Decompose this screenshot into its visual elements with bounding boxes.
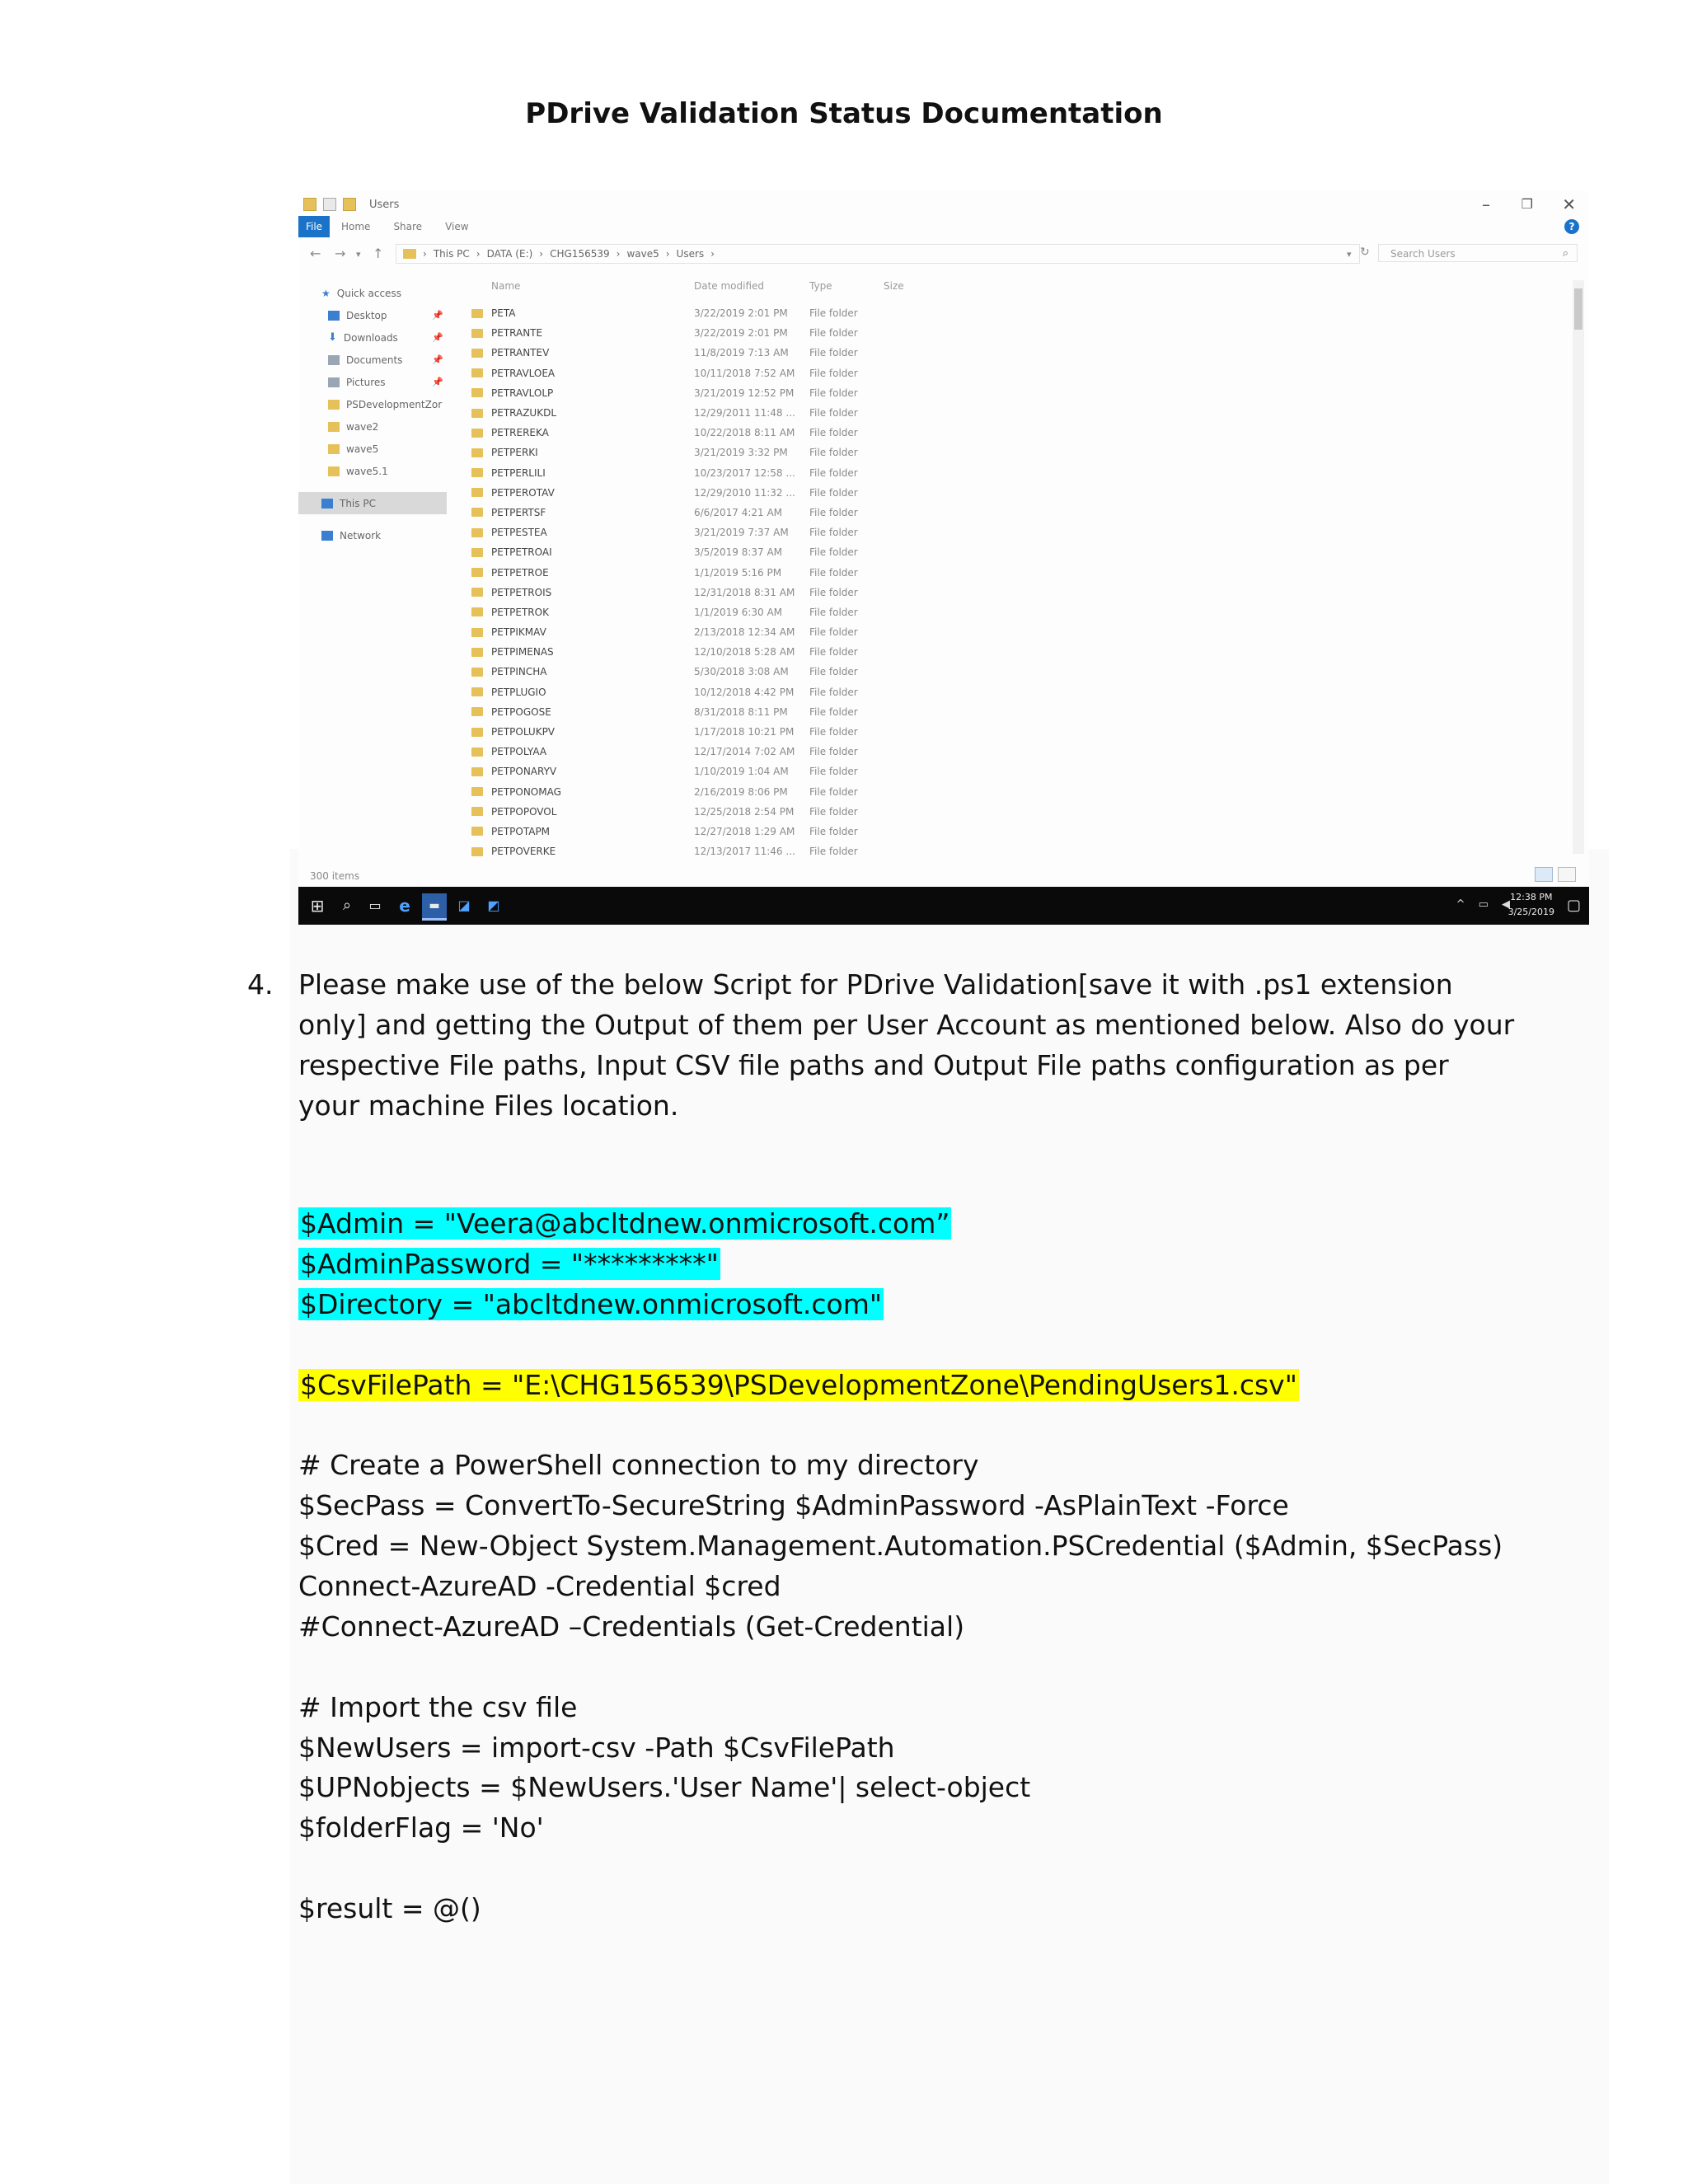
file-name: PETPERLILI <box>491 466 546 479</box>
folder-icon <box>471 349 483 358</box>
minimize-icon[interactable]: – <box>1482 194 1490 214</box>
file-date-modified: 10/23/2017 12:58 ... <box>694 466 795 479</box>
file-type: File folder <box>809 726 858 738</box>
folder-icon <box>471 707 483 716</box>
file-row[interactable] <box>463 463 1559 483</box>
task-view-icon[interactable]: ▭ <box>368 898 382 913</box>
file-row[interactable] <box>463 702 1559 722</box>
file-type: File folder <box>809 805 858 818</box>
script-line-connect: Connect-AzureAD -Credential $cred <box>298 1570 781 1602</box>
folder-icon <box>471 847 483 856</box>
star-icon: ★ <box>321 287 331 299</box>
file-date-modified: 12/17/2014 7:02 AM <box>694 746 795 758</box>
address-path[interactable] <box>396 244 1360 264</box>
file-row[interactable] <box>463 363 1559 383</box>
file-name: PETPIKMAV <box>491 626 546 639</box>
file-date-modified: 1/1/2019 6:30 AM <box>694 606 783 618</box>
folder-icon <box>471 468 483 477</box>
file-name: PETPEROTAV <box>491 486 555 499</box>
explorer-titlebar <box>298 191 1589 214</box>
file-row[interactable] <box>463 343 1559 363</box>
path-segment[interactable]: CHG156539 <box>550 248 610 260</box>
tab-file[interactable]: File <box>298 216 330 237</box>
folder-icon <box>471 607 483 616</box>
sidebar-item-desktop[interactable]: Desktop 📌 <box>298 304 447 326</box>
file-row[interactable] <box>463 762 1559 781</box>
file-type: File folder <box>809 666 858 678</box>
file-row[interactable] <box>463 722 1559 742</box>
search-icon: ⌕ <box>1562 247 1568 260</box>
pictures-icon <box>328 377 340 387</box>
up-arrow-icon[interactable]: ↑ <box>373 246 384 261</box>
file-date-modified: 3/5/2019 8:37 AM <box>694 546 783 559</box>
system-tray-icons[interactable]: ^ ▭ ◀ <box>1456 898 1515 911</box>
file-date-modified: 11/8/2019 7:13 AM <box>694 347 789 359</box>
column-headers <box>463 280 1559 297</box>
large-icons-view-icon[interactable] <box>1558 867 1576 882</box>
powershell-icon[interactable]: ◩ <box>487 898 500 913</box>
file-row[interactable] <box>463 562 1559 582</box>
chevron-right-icon: › <box>476 248 481 260</box>
file-date-modified: 1/17/2018 10:21 PM <box>694 726 795 738</box>
address-bar-row <box>298 242 1589 265</box>
desktop-icon <box>328 311 340 321</box>
file-name: PETPOGOSE <box>491 705 551 718</box>
file-row[interactable] <box>463 423 1559 443</box>
file-row[interactable] <box>463 802 1559 822</box>
tab-share[interactable]: Share <box>393 221 423 232</box>
file-row[interactable] <box>463 323 1559 343</box>
file-row[interactable] <box>463 542 1559 562</box>
folder-icon <box>471 329 483 338</box>
file-row[interactable] <box>463 662 1559 682</box>
file-type: File folder <box>809 766 858 778</box>
file-name: PETPONOMAG <box>491 785 561 798</box>
file-name: PETRAVLOLP <box>491 387 554 399</box>
file-row[interactable] <box>463 602 1559 622</box>
file-list <box>463 303 1559 861</box>
file-row[interactable] <box>463 782 1559 802</box>
file-date-modified: 1/10/2019 1:04 AM <box>694 766 789 778</box>
sidebar-item-this-pc[interactable]: This PC <box>298 492 447 514</box>
step-text: Please make use of the below Script for PDrive Validation[save it with .ps1 extension only] and getting the Output of them per User Account as mentioned below. Also do your respective File paths, Input CSV file paths and Output File paths configuration as per your machine Files location. <box>298 968 1515 1122</box>
file-row[interactable] <box>463 303 1559 323</box>
ribbon-tabs <box>298 216 1589 237</box>
file-row[interactable] <box>463 483 1559 503</box>
notification-icon[interactable]: ▢ <box>1566 897 1581 914</box>
folder-icon <box>471 309 483 318</box>
tab-home[interactable]: Home <box>341 221 371 232</box>
file-type: File folder <box>809 785 858 798</box>
taskbar <box>298 887 1589 925</box>
file-name: PETA <box>491 307 516 320</box>
folder-icon <box>471 668 483 677</box>
folder-icon <box>471 488 483 497</box>
script-line-cred: $Cred = New-Object System.Management.Automation.PSCredential ($Admin, $SecPass) <box>298 1530 1503 1562</box>
path-segment[interactable]: DATA (E:) <box>486 248 533 260</box>
file-type: File folder <box>809 387 858 399</box>
file-date-modified: 2/13/2018 12:34 AM <box>694 626 795 639</box>
sidebar-item-wave2[interactable]: wave2 <box>298 415 447 438</box>
tab-view[interactable]: View <box>445 221 469 232</box>
taskbar-clock[interactable]: 12:38 PM 3/25/2019 <box>1507 892 1554 917</box>
script-line-csv-path: $CsvFilePath = "E:\CHG156539\PSDevelopmentZone\PendingUsers1.csv" <box>300 1369 1297 1401</box>
file-type: File folder <box>809 506 858 518</box>
file-type: File folder <box>809 746 858 758</box>
column-header-size[interactable]: Size <box>884 280 904 292</box>
sidebar-item-network[interactable]: Network <box>298 524 447 546</box>
navigation-pane <box>298 282 447 546</box>
folder-icon <box>471 388 483 397</box>
path-segment[interactable]: This PC <box>433 248 470 260</box>
recent-locations-icon[interactable]: ▾ <box>356 249 361 260</box>
folder-icon <box>471 429 483 438</box>
refresh-icon[interactable]: ↻ <box>1360 246 1370 259</box>
folder-icon <box>328 400 340 410</box>
documents-icon <box>328 355 340 365</box>
file-date-modified: 10/11/2018 7:52 AM <box>694 367 795 379</box>
file-row[interactable] <box>463 523 1559 542</box>
file-explorer-icon[interactable]: ▬ <box>422 893 447 921</box>
file-name: PETPETROAI <box>491 546 552 559</box>
file-name: PETPINCHA <box>491 666 547 678</box>
file-row[interactable] <box>463 841 1559 861</box>
script-comment-connection: # Create a PowerShell connection to my directory <box>298 1449 979 1481</box>
folder-icon <box>471 787 483 796</box>
file-type: File folder <box>809 686 858 698</box>
file-date-modified: 8/31/2018 8:11 PM <box>694 705 788 718</box>
file-name: PETPESTEA <box>491 527 547 539</box>
file-name: PETPLUGIO <box>491 686 546 698</box>
search-icon[interactable]: ⌕ <box>342 897 352 914</box>
sidebar-item-psdevelopmentzone[interactable]: PSDevelopmentZor <box>298 393 447 415</box>
restore-icon[interactable]: ❐ <box>1521 196 1533 212</box>
file-row[interactable] <box>463 742 1559 762</box>
script-line-folderflag: $folderFlag = 'No' <box>298 1811 544 1844</box>
sidebar-item-downloads[interactable]: ⬇ Downloads 📌 <box>328 331 443 344</box>
chevron-right-icon: › <box>665 248 670 260</box>
folder-icon <box>471 368 483 377</box>
chevron-right-icon: › <box>710 248 715 260</box>
file-name: PETPOLUKPV <box>491 726 556 738</box>
file-name: PETPOVERKE <box>491 846 556 858</box>
file-name: PETPOLYAA <box>491 746 547 758</box>
pin-icon: 📌 <box>432 332 443 343</box>
sidebar-item-pictures[interactable]: Pictures 📌 <box>298 371 447 393</box>
file-row[interactable] <box>463 822 1559 841</box>
file-type: File folder <box>809 427 858 439</box>
file-row[interactable] <box>463 682 1559 702</box>
file-type: File folder <box>809 407 858 419</box>
file-row[interactable] <box>463 383 1559 403</box>
script-line-newusers: $NewUsers = import-csv -Path $CsvFilePath <box>298 1732 895 1764</box>
script-line-upnobjects: $UPNobjects = $NewUsers.'User Name'| select-object <box>298 1771 1031 1803</box>
folder-icon <box>328 422 340 432</box>
file-date-modified: 12/27/2018 1:29 AM <box>694 825 795 837</box>
file-row[interactable] <box>463 443 1559 462</box>
folder-icon <box>471 687 483 696</box>
item-count: 300 items <box>310 870 360 882</box>
back-arrow-icon[interactable]: ← <box>310 246 321 261</box>
folder-icon <box>403 249 416 259</box>
file-name: PETRAZUKDL <box>491 407 557 419</box>
scrollbar-thumb[interactable] <box>1574 288 1582 330</box>
file-date-modified: 6/6/2017 4:21 AM <box>694 506 783 518</box>
file-date-modified: 12/31/2018 8:31 AM <box>694 586 795 598</box>
close-icon[interactable]: ✕ <box>1562 194 1576 214</box>
view-toggles <box>1535 867 1576 882</box>
file-type: File folder <box>809 447 858 459</box>
edge-browser-icon[interactable]: e <box>399 896 410 916</box>
folder-icon <box>471 409 483 418</box>
folder-icon <box>471 628 483 637</box>
file-name: PETPETROK <box>491 606 549 618</box>
search-input[interactable] <box>1378 244 1578 262</box>
file-type: File folder <box>809 307 858 320</box>
file-name: PETRANTEV <box>491 347 550 359</box>
file-name: PETPERKI <box>491 447 538 459</box>
file-name: PETPIMENAS <box>491 646 554 658</box>
script-line-result: $result = @() <box>298 1892 481 1924</box>
file-row[interactable] <box>463 622 1559 642</box>
page-title: PDrive Validation Status Documentation <box>525 97 1163 130</box>
file-date-modified: 12/29/2010 11:32 ... <box>694 486 795 499</box>
properties-icon[interactable] <box>323 198 336 211</box>
file-type: File folder <box>809 846 858 858</box>
folder-icon <box>471 588 483 597</box>
chevron-right-icon: › <box>539 248 544 260</box>
column-header-name[interactable]: Name <box>491 280 521 292</box>
file-date-modified: 10/22/2018 8:11 AM <box>694 427 795 439</box>
file-name: PETPONARYV <box>491 766 557 778</box>
network-icon <box>321 531 333 541</box>
folder-icon <box>471 728 483 737</box>
file-type: File folder <box>809 646 858 658</box>
script-line-admin-password: $AdminPassword = "*********" <box>300 1248 719 1280</box>
file-date-modified: 3/22/2019 2:01 PM <box>694 307 788 320</box>
file-date-modified: 3/21/2019 12:52 PM <box>694 387 795 399</box>
folder-icon <box>471 807 483 816</box>
file-name: PETPETROIS <box>491 586 552 598</box>
file-row[interactable] <box>463 583 1559 602</box>
sidebar-item-documents[interactable]: Documents 📌 <box>298 349 447 371</box>
pc-icon <box>321 499 333 509</box>
file-type: File folder <box>809 367 858 379</box>
file-type: File folder <box>809 705 858 718</box>
file-date-modified: 10/12/2018 4:42 PM <box>694 686 795 698</box>
file-date-modified: 2/16/2019 8:06 PM <box>694 785 788 798</box>
path-segment[interactable]: Users <box>676 248 705 260</box>
folder-icon <box>328 444 340 454</box>
folder-icon <box>471 748 483 757</box>
sidebar-item-wave5[interactable]: wave5 <box>298 438 447 460</box>
file-date-modified: 12/10/2018 5:28 AM <box>694 646 795 658</box>
file-name: PETPETROE <box>491 566 549 579</box>
sidebar-item-quick-access[interactable]: ★ Quick access <box>321 287 401 299</box>
folder-icon <box>328 466 340 476</box>
file-type: File folder <box>809 486 858 499</box>
file-name: PETRAVLOEA <box>491 367 556 379</box>
file-date-modified: 3/21/2019 7:37 AM <box>694 527 789 539</box>
help-icon[interactable]: ? <box>1564 219 1579 234</box>
file-date-modified: 1/1/2019 5:16 PM <box>694 566 782 579</box>
chevron-right-icon: › <box>616 248 621 260</box>
vertical-scrollbar[interactable] <box>1573 280 1584 854</box>
folder-icon <box>471 508 483 517</box>
path-segment[interactable]: wave5 <box>626 248 659 260</box>
file-type: File folder <box>809 606 858 618</box>
file-name: PETPOTAPM <box>491 825 551 837</box>
explorer-screenshot <box>298 191 1589 925</box>
folder-icon <box>471 767 483 776</box>
forward-arrow-icon[interactable]: → <box>335 246 346 261</box>
file-date-modified: 5/30/2018 3:08 AM <box>694 666 789 678</box>
script-comment-import: # Import the csv file <box>298 1691 578 1723</box>
folder-icon <box>471 827 483 836</box>
file-type: File folder <box>809 825 858 837</box>
chevron-down-icon[interactable]: ▾ <box>1347 249 1352 260</box>
file-row[interactable] <box>463 642 1559 662</box>
file-name: PETPERTSF <box>491 506 546 518</box>
file-type: File folder <box>809 327 858 340</box>
file-type: File folder <box>809 347 858 359</box>
script-line-admin: $Admin = "Veera@abcltdnew.onmicrosoft.com” <box>300 1207 950 1240</box>
file-date-modified: 12/29/2011 11:48 ... <box>694 407 795 419</box>
file-name: PETRANTE <box>491 327 543 340</box>
file-row[interactable] <box>463 503 1559 523</box>
column-header-type[interactable]: Type <box>809 280 832 292</box>
file-row[interactable] <box>463 403 1559 423</box>
window-title: Users <box>369 198 400 211</box>
folder-icon <box>471 528 483 537</box>
pin-icon: 📌 <box>432 354 443 365</box>
windows-start-icon[interactable]: ⊞ <box>310 896 325 916</box>
file-date-modified: 3/22/2019 2:01 PM <box>694 327 788 340</box>
chevron-right-icon: › <box>423 248 427 260</box>
server-manager-icon[interactable]: ◪ <box>457 898 471 913</box>
file-date-modified: 12/13/2017 11:46 ... <box>694 846 795 858</box>
search-placeholder: Search Users <box>1390 248 1456 260</box>
file-date-modified: 12/25/2018 2:54 PM <box>694 805 795 818</box>
folder-icon <box>303 198 316 211</box>
script-line-directory: $Directory = "abcltdnew.onmicrosoft.com" <box>300 1288 883 1320</box>
folder-icon <box>471 648 483 657</box>
file-type: File folder <box>809 527 858 539</box>
pin-icon: 📌 <box>432 310 443 321</box>
folder-icon <box>471 568 483 577</box>
folder-icon <box>471 448 483 457</box>
step-number: 4. <box>247 968 274 1001</box>
details-view-icon[interactable] <box>1535 867 1553 882</box>
file-type: File folder <box>809 626 858 639</box>
file-name: PETPOPOVOL <box>491 805 557 818</box>
file-type: File folder <box>809 546 858 559</box>
file-type: File folder <box>809 586 858 598</box>
folder-icon <box>471 548 483 557</box>
file-name: PETREREKA <box>491 427 549 439</box>
script-line-connect-alt: #Connect-AzureAD –Credentials (Get-Credential) <box>298 1610 965 1643</box>
file-date-modified: 3/21/2019 3:32 PM <box>694 447 788 459</box>
sidebar-item-wave5-1[interactable]: wave5.1 <box>298 460 447 482</box>
file-type: File folder <box>809 566 858 579</box>
column-header-date[interactable]: Date modified <box>694 280 765 292</box>
pin-icon: 📌 <box>432 377 443 387</box>
new-folder-icon[interactable] <box>343 198 356 211</box>
download-icon: ⬇ <box>328 331 337 344</box>
script-line-secpass: $SecPass = ConvertTo-SecureString $AdminPassword -AsPlainText -Force <box>298 1489 1289 1521</box>
file-type: File folder <box>809 466 858 479</box>
